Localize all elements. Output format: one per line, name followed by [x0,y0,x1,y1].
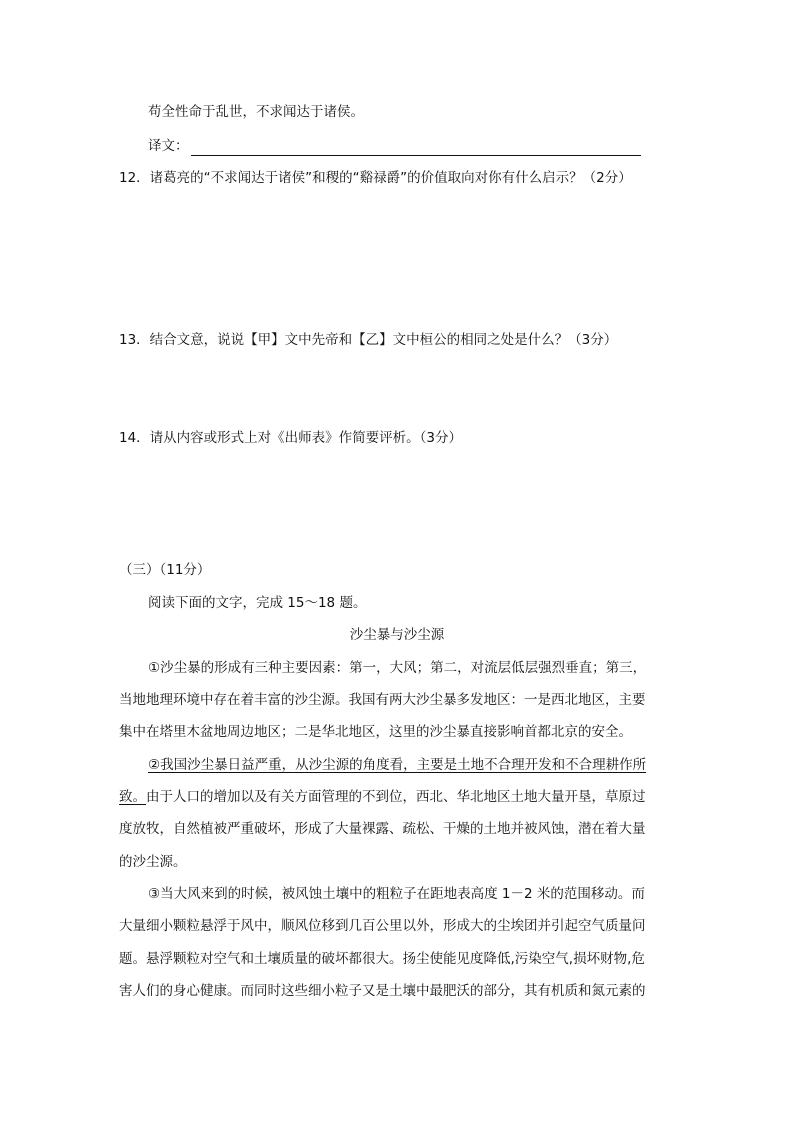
quoted-sentence: 苟全性命于乱世，不求闻达于诸侯。 [148,104,364,120]
paragraph-1-line-1: ①沙尘暴的形成有三种主要因素：第一，大风；第二，对流层低层强烈垂直；第三， [148,660,647,676]
paragraph-1-line-3: 集中在塔里木盆地周边地区；二是华北地区，这里的沙尘暴直接影响首都北京的安全。 [119,724,632,740]
reading-instruction: 阅读下面的文字，完成 15～18 题。 [148,595,367,611]
question-13: 13．结合文意，说说【甲】文中先帝和【乙】文中桓公的相同之处是什么？（3分） [119,332,618,348]
paragraph-3-line-4: 害人们的身心健康。而同时这些细小粒子又是土壤中最肥沃的部分，其有机质和氮元素的 [119,983,646,999]
section-heading: （三）（11分） [119,562,211,578]
article-title: 沙尘暴与沙尘源 [349,627,445,643]
paragraph-2-continuation: 由于人口的增加以及有关方面管理的不到位，西北、华北地区土地大量开垦，草原过 [146,789,646,805]
paragraph-1-line-2: 当地地理环境中存在着丰富的沙尘源。我国有两大沙尘暴多发地区：一是西北地区，主要 [119,692,646,708]
paragraph-3-line-1: ③当大风来到的时候，被风蚀土壤中的粗粒子在距地表高度 1－2 米的范围移动。而 [148,886,645,902]
translation-answer-blank[interactable] [191,141,641,156]
paragraph-2-line-4: 的沙尘源。 [119,854,187,870]
translation-line [148,136,641,156]
paragraph-2-underlined-end: 致。 [119,789,146,805]
question-14: 14．请从内容或形式上对《出师表》作简要评析。（3分） [119,430,463,446]
translation-label: 译文： [148,138,189,154]
question-12: 12．诸葛亮的“不求闻达于诸侯”和稷的“谿禄爵”的价值取向对你有什么启示？（2分） [119,170,632,186]
paragraph-2-line-1: ②我国沙尘暴日益严重，从沙尘源的角度看，主要是土地不合理开发和不合理耕作所 [148,757,647,773]
paragraph-2-line-3: 度放牧，自然植被严重破坏，形成了大量裸露、疏松、干燥的土地并被风蚀，潜在着大量 [119,821,646,837]
paragraph-3-line-3: 题。悬浮颗粒对空气和土壤质量的破坏都很大。扬尘使能见度降低,污染空气,损坏财物,危 [119,951,645,967]
paragraph-3-line-2: 大量细小颗粒悬浮于风中，顺风位移到几百公里以外，形成大的尘埃团并引起空气质量问 [119,918,646,934]
paragraph-2-line-2 [119,787,646,807]
